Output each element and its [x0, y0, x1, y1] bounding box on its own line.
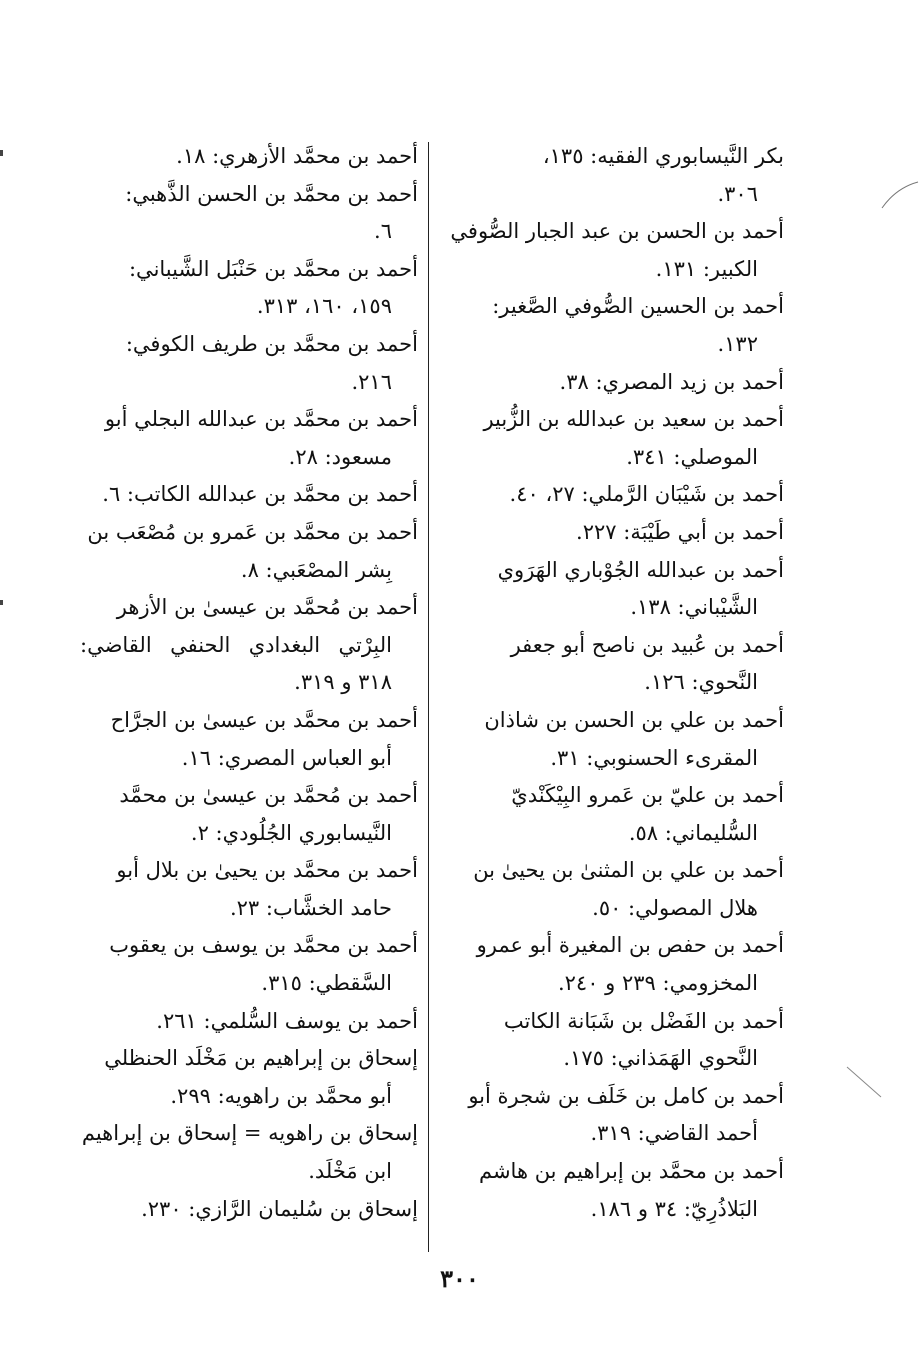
index-entry [442, 288, 784, 363]
entry-continuation: هلال المصولي: ٥٠. [592, 895, 758, 920]
entry-continuation: النَّحوي: ١٢٦. [644, 670, 758, 695]
entry-continuation: البِرْتي البغدادي الحنفي القاضي: ٣١٨ و ٣١٩. [80, 632, 392, 695]
entry-continuation: حامد الخشَّاب: ٢٣. [229, 895, 392, 920]
entry-continuation: الكبير: ١٣١. [655, 256, 758, 281]
index-entry [80, 514, 418, 589]
index-entry [80, 251, 418, 326]
index-entry [442, 927, 784, 1002]
entry-text: إسحاق بن سُليمان الرَّازي: ٢٣٠. [141, 1196, 418, 1221]
index-entry [80, 777, 418, 852]
entry-continuation: الموصلي: ٣٤١. [626, 444, 758, 469]
entry-text: أحمد بن محمَّد بن عبدالله الكاتب: ٦. [102, 482, 418, 507]
index-entry [442, 852, 784, 927]
entry-text: أحمد بن أبي طَيْبَة: ٢٢٧. [576, 519, 784, 544]
index-entry [80, 326, 418, 401]
entry-text: أحمد بن محمَّد بن يحيىٰ بن بلال أبو [116, 858, 418, 883]
entry-continuation: أبو محمَّد بن راهويه: ٢٩٩. [170, 1083, 392, 1108]
index-entry [80, 1115, 418, 1190]
entry-continuation: ١٣٢. [717, 331, 758, 356]
entry-text: إسحاق بن راهويه = إسحاق بن إبراهيم [81, 1121, 418, 1146]
entry-continuation: النَّحوي الهَمَذاني: ١٧٥. [563, 1046, 758, 1071]
scan-artifact [0, 150, 3, 156]
entry-text: أحمد بن عبدالله الجُوْباري الهَرَوي [497, 557, 784, 582]
entry-text: أحمد بن محمَّد بن يوسف بن يعقوب [109, 933, 418, 958]
entry-text: أحمد بن الفَضْل بن شَبَانة الكاتب [503, 1008, 784, 1033]
entry-continuation: مسعود: ٢٨. [288, 444, 392, 469]
scan-artifact [880, 180, 919, 210]
index-entry [80, 1040, 418, 1115]
index-entry [80, 702, 418, 777]
entry-continuation: ابن مَخْلَد. [308, 1159, 392, 1184]
entry-continuation: المقرىء الحسنوبي: ٣١. [550, 745, 758, 770]
entry-text: أحمد بن الحسين الصُّوفي الصَّغير: [492, 294, 784, 319]
entry-text: أحمد بن محمَّد بن عبدالله البجلي أبو [104, 407, 418, 432]
index-column-right [442, 138, 784, 1228]
index-entry [442, 401, 784, 476]
entry-continuation: ٦. [374, 219, 392, 244]
scan-artifact [0, 600, 3, 605]
entry-continuation: ١٥٩، ١٦٠، ٣١٣. [256, 294, 392, 319]
entry-text: أحمد بن علي بن الحسن بن شاذان [484, 707, 784, 732]
index-entry [80, 927, 418, 1002]
entry-text: أحمد بن محمَّد الأزهري: ١٨. [176, 144, 418, 168]
entry-continuation: السَّقطي: ٣١٥. [261, 971, 392, 996]
entry-text: أحمد بن يوسف السُّلمي: ٢٦١. [156, 1008, 418, 1033]
index-entry [80, 852, 418, 927]
entry-text: أحمد بن شَيْبَان الرَّملي: ٢٧، ٤٠. [509, 482, 784, 507]
entry-text: أحمد بن الحسن بن عبد الجبار الصُّوفي [450, 219, 784, 244]
entry-text: أحمد بن مُحمَّد بن عيسىٰ بن محمَّد [119, 783, 418, 808]
index-entry [442, 1078, 784, 1153]
index-entry [80, 138, 418, 176]
index-entry [80, 1191, 418, 1229]
entry-text: أحمد بن سعيد بن عبدالله بن الزُّبير [483, 407, 784, 432]
index-entry [80, 401, 418, 476]
entry-text: إسحاق بن إبراهيم بن مَخْلَد الحنظلي [104, 1046, 418, 1071]
index-entry [442, 364, 784, 402]
index-entry [442, 514, 784, 552]
index-entry [442, 213, 784, 288]
entry-text: أحمد بن حفص بن المغيرة أبو عمرو [476, 933, 784, 958]
index-entry [442, 702, 784, 777]
index-entry [80, 589, 418, 702]
entry-text: أحمد بن محمَّد بن إبراهيم بن هاشم [478, 1159, 784, 1184]
entry-text: أحمد بن محمَّد بن عَمرو بن مُصْعَب بن [87, 519, 418, 544]
entry-continuation: البَلاذُرِيّ: ٣٤ و ١٨٦. [590, 1196, 758, 1221]
entry-text: أحمد بن محمَّد بن الحسن الذَّهبي: [125, 181, 418, 206]
column-divider [428, 142, 429, 1252]
index-entry [442, 1153, 784, 1228]
page-number: ٣٠٠ [440, 1264, 479, 1293]
index-column-left [80, 138, 418, 1228]
index-entry [442, 627, 784, 702]
entry-text: أحمد بن عُبيد بن ناصح أبو جعفر [510, 632, 784, 657]
entry-text: أحمد بن محمَّد بن حَنْبَل الشَّيباني: [128, 256, 418, 281]
entry-continuation: ٢١٦. [351, 369, 392, 394]
index-entry [442, 476, 784, 514]
index-entry [80, 476, 418, 514]
entry-continuation: الشَّيْباني: ١٣٨. [630, 595, 758, 620]
entry-text: بكر النَّيسابوري الفقيه: ١٣٥، [542, 144, 784, 168]
entry-text: أحمد بن محمَّد بن عيسىٰ بن الجرَّاح [110, 707, 418, 732]
entry-text: أحمد بن محمَّد بن طريف الكوفي: [125, 331, 418, 356]
entry-continuation: أبو العباس المصري: ١٦. [181, 745, 392, 770]
index-entry [442, 1003, 784, 1078]
entry-text: أحمد بن عليّ بن عَمرو البِيْكَنْديّ [511, 783, 784, 808]
index-entry [442, 138, 784, 213]
scan-artifact [845, 1065, 885, 1105]
index-entry [442, 777, 784, 852]
entry-text: أحمد بن مُحمَّد بن عيسىٰ بن الأزهر [116, 595, 418, 620]
entry-text: أحمد بن زيد المصري: ٣٨. [559, 369, 784, 394]
entry-continuation: السُّليماني: ٥٨. [628, 820, 758, 845]
index-entry [442, 552, 784, 627]
entry-continuation: بِشر المصْعَبي: ٨. [240, 557, 392, 582]
entry-continuation: النَّيسابوري الجُلُودي: ٢. [190, 820, 392, 845]
entry-text: أحمد بن علي بن المثنىٰ بن يحيىٰ بن [473, 858, 784, 883]
index-entry [80, 1003, 418, 1041]
index-entry [80, 176, 418, 251]
entry-continuation: ٣٠٦. [717, 181, 758, 206]
entry-text: أحمد بن كامل بن خَلَف بن شجرة أبو [468, 1083, 784, 1108]
entry-continuation: المخزومي: ٢٣٩ و ٢٤٠. [557, 971, 758, 996]
entry-continuation: أحمد القاضي: ٣١٩. [590, 1121, 758, 1146]
